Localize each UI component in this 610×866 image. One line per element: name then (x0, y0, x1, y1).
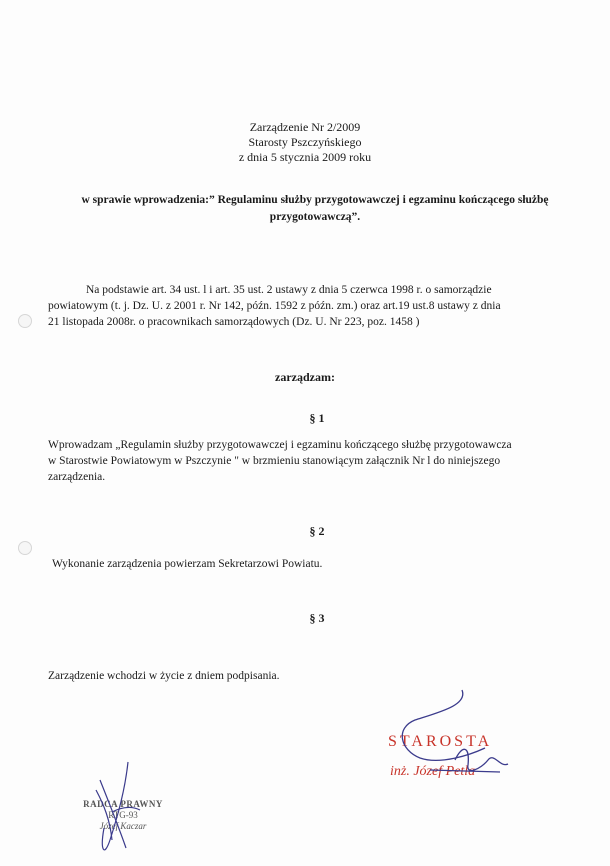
subject-line-1: w sprawie wprowadzenia:” Regulaminu służby przygotowawczej i egzaminu kończącego służbę (81, 194, 549, 206)
starosta-signature (402, 690, 508, 772)
basis-line-2: powiatowym (t. j. Dz. U. z 2001 r. Nr 142, późn. 1592 z późn. zm.) oraz art.19 ust.8 ustawy z dnia (48, 300, 501, 312)
section-1-line-1: Wprowadzam „Regulamin służby przygotowawczej i egzaminu kończącego służbę przygotowawcza (48, 439, 512, 451)
radca-stamp-name: Józef Kaczar (99, 821, 147, 831)
starosta-stamp-title: STAROSTA (388, 733, 493, 750)
basis-line-1: Na podstawie art. 34 ust. l i art. 35 ust. 2 ustawy z dnia 5 czerwca 1998 r. o samorządzie (86, 284, 492, 296)
basis-line-3: 21 listopada 2008r. o pracownikach samorządowych (Dz. U. Nr 223, poz. 1458 ) (48, 316, 420, 328)
section-3-mark: § 3 (309, 611, 325, 625)
section-3-line-1: Zarządzenie wchodzi w życie z dniem podpisania. (48, 670, 280, 682)
decree-word: zarządzam: (275, 370, 335, 384)
section-2-line-1: Wykonanie zarządzenia powierzam Sekretarzowi Powiatu. (52, 558, 323, 570)
section-1-line-2: w Starostwie Powiatowym w Pszczynie " w brzmieniu stanowiącym załącznik Nr l do niniejszego (48, 455, 501, 467)
decree-date: z dnia 5 stycznia 2009 roku (238, 150, 372, 164)
section-2-mark: § 2 (309, 524, 325, 538)
issuer: Starosty Pszczyńskiego (248, 135, 362, 149)
subject-line-2: przygotowawczą”. (269, 211, 361, 223)
section-1-line-3: zarządzenia. (48, 471, 106, 483)
radca-signature (96, 762, 140, 850)
section-1-mark: § 1 (309, 411, 325, 425)
radca-stamp-title: RADCA PRAWNY (83, 799, 163, 809)
decree-number: Zarządzenie Nr 2/2009 (249, 120, 361, 134)
radca-stamp-number: RTG-93 (108, 810, 138, 820)
starosta-stamp-name: inż. Józef Petla (390, 764, 476, 779)
